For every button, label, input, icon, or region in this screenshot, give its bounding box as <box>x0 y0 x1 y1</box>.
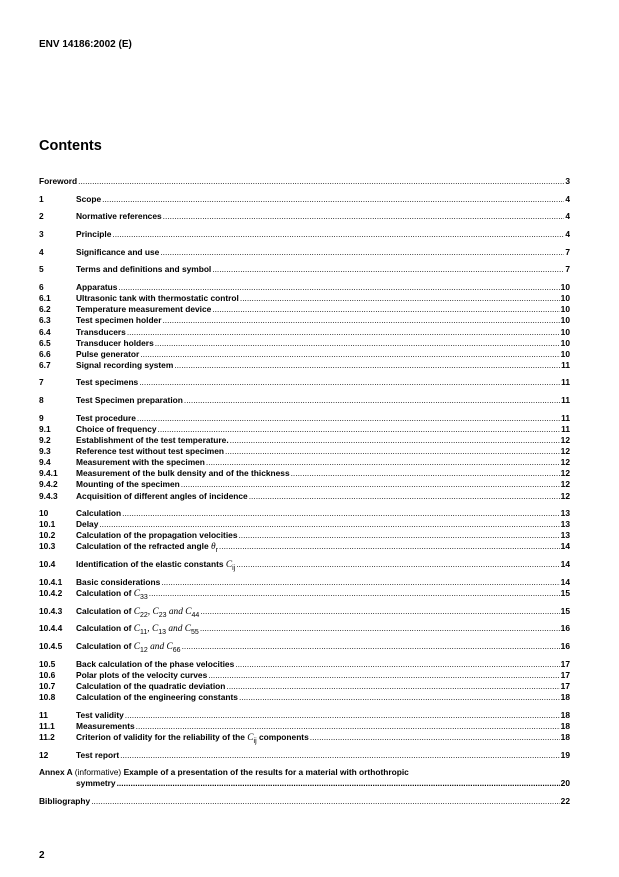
math-symbol: $C_{22}$, $C_{23}$ and $C_{44}$ <box>133 606 200 619</box>
toc-entry-text: Choice of frequency <box>76 423 157 434</box>
toc-entry-number: 9.2 <box>39 435 51 446</box>
toc-spacer <box>39 371 570 378</box>
leader-dots <box>291 468 560 478</box>
leader-dots <box>240 293 560 303</box>
toc-entry-title <box>76 457 205 467</box>
leader-dots <box>137 413 560 423</box>
annex-title: Example of a presentation of the results for a material with orthothropic <box>123 767 409 778</box>
toc-entry-page: 10 <box>560 282 570 293</box>
leader-dots <box>99 519 559 529</box>
toc-entry-title <box>76 327 126 337</box>
toc-entry[interactable] <box>39 468 570 479</box>
toc-entry-title <box>76 692 238 702</box>
toc-entry-text: Significance and use <box>76 246 160 257</box>
toc-entry[interactable] <box>39 606 570 617</box>
toc-entry-number: 4 <box>39 246 44 257</box>
annex-title-continued: symmetry <box>76 778 116 789</box>
toc-entry-text: Acquisition of different angles of incidence <box>76 490 248 501</box>
toc-entry-number: 6.2 <box>39 304 51 315</box>
toc-entry[interactable] <box>39 508 570 519</box>
annex-qualifier: (informative) <box>74 767 122 778</box>
toc-entry-title <box>76 721 135 731</box>
toc-annex-entry[interactable] <box>39 767 570 778</box>
leader-dots <box>139 377 560 387</box>
toc-spacer <box>39 258 570 265</box>
toc-entry[interactable] <box>39 194 570 205</box>
leader-dots <box>235 659 559 669</box>
toc-entry-title <box>76 194 101 204</box>
toc-entry-number: 10.4.3 <box>39 605 63 616</box>
annex-page: 20 <box>560 778 570 789</box>
leader-dots <box>310 732 560 742</box>
toc-entry[interactable] <box>39 338 570 349</box>
toc-entry-title <box>76 468 290 478</box>
toc-entry-page: 14 <box>560 576 570 587</box>
toc-entry-page: 14 <box>560 559 570 570</box>
toc-entry-number: 6.5 <box>39 337 51 348</box>
toc-entry-page: 17 <box>560 658 570 669</box>
leader-dots <box>184 395 560 405</box>
toc-entry-page: 10 <box>560 293 570 304</box>
toc-spacer <box>39 240 570 247</box>
toc-entry-page: 13 <box>560 530 570 541</box>
toc-entry-number: 10.7 <box>39 680 56 691</box>
toc-entry-page: 4 <box>565 193 570 204</box>
toc-entry-page: 4 <box>565 211 570 222</box>
toc-entry-title <box>76 710 124 720</box>
toc-spacer <box>39 703 570 710</box>
toc-entry-text: Measurements <box>76 720 135 731</box>
table-of-contents <box>39 176 570 807</box>
toc-entry-text: Pulse generator <box>76 348 140 359</box>
toc-entry-text: Calculation of the quadratic deviation <box>76 680 226 691</box>
toc-entry-number: 10.2 <box>39 530 56 541</box>
toc-entry[interactable] <box>39 304 570 315</box>
toc-entry-page: 13 <box>560 508 570 519</box>
leader-dots <box>149 588 560 598</box>
leader-dots <box>230 435 560 445</box>
leader-dots <box>127 327 560 337</box>
math-symbol: $C_{11}$, $C_{13}$ and $C_{55}$ <box>133 624 199 637</box>
toc-entry-text: Transducer holders <box>76 337 154 348</box>
toc-entry-page: 10 <box>560 304 570 315</box>
toc-entry-page: 12 <box>560 446 570 457</box>
toc-entry-title <box>76 377 138 387</box>
toc-entry-title <box>76 681 225 691</box>
toc-entry-number: 10.4.4 <box>39 623 63 634</box>
toc-entry[interactable] <box>39 710 570 721</box>
toc-entry[interactable] <box>39 577 570 588</box>
leader-dots <box>238 530 559 540</box>
toc-entry-title <box>76 247 159 257</box>
leader-dots <box>200 623 560 633</box>
toc-entry-text: Terms and definitions and symbol <box>76 264 212 275</box>
toc-entry-title <box>76 282 117 292</box>
toc-entry-text: Criterion of validity for the reliability of the <box>76 731 245 742</box>
toc-entry-number: 10.6 <box>39 669 56 680</box>
toc-entry-page: 11 <box>561 395 570 406</box>
toc-entry-number: 9.3 <box>39 446 51 457</box>
toc-entry-page: 7 <box>565 264 570 275</box>
toc-entry-number: 5 <box>39 264 44 275</box>
toc-entry-text: Polar plots of the velocity curves <box>76 669 208 680</box>
toc-entry[interactable] <box>39 229 570 240</box>
toc-entry[interactable] <box>39 377 570 388</box>
toc-entry-title <box>76 304 211 314</box>
toc-entry-title <box>76 360 173 370</box>
toc-entry-page: 17 <box>560 680 570 691</box>
leader-dots <box>161 577 559 587</box>
toc-entry-page: 11 <box>561 359 570 370</box>
toc-entry-text: Principle <box>76 229 112 240</box>
page-number: 2 <box>39 850 45 861</box>
toc-entry[interactable] <box>39 559 570 573</box>
toc-entry-number: 9.4.1 <box>39 468 58 479</box>
toc-entry-number: 6.7 <box>39 359 51 370</box>
leader-dots <box>225 446 560 456</box>
leader-dots <box>219 541 560 551</box>
toc-entry-title <box>76 641 181 654</box>
leader-dots <box>182 641 560 651</box>
toc-spacer <box>39 276 570 283</box>
leader-dots <box>118 282 559 292</box>
toc-entry-number: 2 <box>39 211 44 222</box>
toc-entry-page: 10 <box>560 348 570 359</box>
leader-dots <box>174 360 560 370</box>
toc-entry-text: Identification of the elastic constants <box>76 559 224 570</box>
toc-entry[interactable] <box>39 588 570 599</box>
toc-entry-title <box>76 349 139 359</box>
toc-entry[interactable] <box>39 479 570 490</box>
toc-bibliography-entry[interactable] <box>39 796 570 807</box>
leader-dots <box>163 211 565 221</box>
toc-entry-text: Foreword <box>39 176 78 186</box>
leader-dots <box>117 778 560 788</box>
toc-entry-number: 10.8 <box>39 691 56 702</box>
toc-entry-text: Calculation of <box>76 605 132 616</box>
toc-entry-title <box>39 176 77 186</box>
toc-entry-text-continued: components <box>258 731 309 742</box>
toc-entry-page: 11 <box>561 377 570 388</box>
toc-entry[interactable] <box>39 247 570 258</box>
toc-entry[interactable] <box>39 413 570 424</box>
toc-entry-title <box>76 519 98 529</box>
toc-entry[interactable] <box>39 293 570 304</box>
toc-entry-page: 10 <box>560 337 570 348</box>
toc-entry[interactable] <box>39 424 570 435</box>
math-symbol: $C_{33}$ <box>133 588 148 601</box>
toc-entry-number: 10.4.5 <box>39 641 63 651</box>
toc-entry-text: Ultrasonic tank with thermostatic control <box>76 293 239 304</box>
toc-entry[interactable] <box>39 457 570 468</box>
toc-entry[interactable] <box>39 750 570 761</box>
toc-entry-page: 10 <box>560 326 570 337</box>
toc-entry-text: Calculation of the refracted angle <box>76 541 209 552</box>
toc-entry-page: 15 <box>560 605 570 616</box>
leader-dots <box>200 606 559 616</box>
toc-entry[interactable] <box>39 721 570 732</box>
leader-dots <box>125 710 560 720</box>
toc-spacer <box>39 789 570 796</box>
toc-entry[interactable] <box>39 623 570 637</box>
annex-label: Annex A <box>39 767 73 778</box>
toc-entry[interactable] <box>39 211 570 222</box>
toc-entry-text: Test procedure <box>76 412 136 423</box>
leader-dots <box>91 796 559 806</box>
toc-entry-title <box>76 670 207 680</box>
toc-entry-text: Normative references <box>76 211 162 222</box>
toc-entry-title <box>76 577 160 587</box>
toc-entry-text: Measurement with the specimen <box>76 457 205 468</box>
toc-entry-page: 18 <box>560 691 570 702</box>
toc-entry[interactable] <box>39 264 570 275</box>
toc-entry-text: Reference test without test specimen <box>76 446 224 457</box>
toc-entry-page: 12 <box>560 490 570 501</box>
toc-entry-number: 9.4.2 <box>39 479 58 490</box>
toc-entry-title <box>76 659 234 669</box>
toc-entry-number: 10.3 <box>39 541 56 552</box>
toc-entry-page: 12 <box>560 479 570 490</box>
toc-entry-number: 9.4.3 <box>39 490 58 501</box>
toc-entry-page: 18 <box>560 731 570 742</box>
leader-dots <box>226 681 559 691</box>
toc-entry-text: Apparatus <box>76 282 118 293</box>
leader-dots <box>120 750 560 760</box>
toc-entry-page: 15 <box>560 587 570 598</box>
toc-entry-page: 12 <box>560 457 570 468</box>
toc-entry-title <box>76 732 309 745</box>
toc-entry[interactable] <box>39 349 570 360</box>
toc-entry-number: 9.4 <box>39 457 51 468</box>
toc-entry-title <box>76 491 248 501</box>
toc-entry-text: Transducers <box>76 326 126 337</box>
toc-entry[interactable] <box>39 446 570 457</box>
toc-entry-text: Mounting of the specimen <box>76 479 180 490</box>
toc-entry-page: 16 <box>560 623 570 634</box>
toc-spacer <box>39 205 570 212</box>
toc-entry-title <box>76 413 136 423</box>
toc-entry-number: 10.1 <box>39 519 56 530</box>
toc-entry-title <box>76 446 224 456</box>
toc-entry-number: 12 <box>39 749 49 760</box>
toc-entry-text: Signal recording system <box>76 359 174 370</box>
leader-dots <box>140 349 559 359</box>
toc-entry-title <box>76 264 211 274</box>
toc-entry[interactable] <box>39 519 570 530</box>
toc-entry-title <box>76 623 199 636</box>
toc-entry-text: Measurement of the bulk density and of the thickness <box>76 468 290 479</box>
document-header: ENV 14186:2002 (E) <box>39 39 132 50</box>
toc-entry-title <box>76 315 161 325</box>
toc-entry-page: 17 <box>560 669 570 680</box>
toc-spacer <box>39 389 570 396</box>
toc-entry-page: 7 <box>565 246 570 257</box>
leader-dots <box>78 176 564 186</box>
toc-entry[interactable] <box>39 541 570 555</box>
leader-dots <box>206 457 560 467</box>
toc-entry-page: 10 <box>560 315 570 326</box>
toc-entry-page: 12 <box>560 435 570 446</box>
leader-dots <box>102 194 564 204</box>
toc-entry[interactable] <box>39 530 570 541</box>
toc-entry[interactable] <box>39 327 570 338</box>
toc-entry-title <box>76 435 229 445</box>
toc-entry-page: 16 <box>560 641 570 651</box>
toc-entry[interactable] <box>39 360 570 371</box>
toc-entry-text: Basic considerations <box>76 576 161 587</box>
toc-entry-number: 11.2 <box>39 731 55 742</box>
toc-entry[interactable] <box>39 176 570 187</box>
leader-dots <box>212 304 559 314</box>
leader-dots <box>122 508 560 518</box>
leader-dots <box>181 479 560 489</box>
toc-entry-page: 12 <box>560 468 570 479</box>
toc-spacer <box>39 761 570 768</box>
math-symbol: $C_{12}$ and $C_{66}$ <box>133 642 181 654</box>
toc-entry[interactable] <box>39 670 570 681</box>
toc-entry-page: 19 <box>560 749 570 760</box>
leader-dots <box>239 692 560 702</box>
toc-entry[interactable] <box>39 659 570 670</box>
toc-entry-text: Test specimens <box>76 377 139 388</box>
toc-entry-text: Establishment of the test temperature. <box>76 435 229 446</box>
toc-entry-number: 9 <box>39 412 44 423</box>
math-symbol: $\theta_r$ <box>210 542 218 555</box>
toc-entry-title <box>76 424 157 434</box>
bibliography-title: Bibliography <box>39 796 91 806</box>
toc-entry-number: 6.1 <box>39 293 51 304</box>
toc-entry[interactable] <box>39 395 570 406</box>
toc-entry-text: Calculation of <box>76 623 132 634</box>
toc-entry-number: 1 <box>39 193 44 204</box>
toc-entry[interactable] <box>39 681 570 692</box>
toc-entry[interactable] <box>39 732 570 743</box>
toc-entry-title <box>76 606 199 619</box>
toc-entry-text: Test validity <box>76 709 124 720</box>
toc-entry-number: 6.6 <box>39 348 51 359</box>
toc-entry-text: Calculation <box>76 508 122 519</box>
toc-entry-title <box>76 229 111 239</box>
toc-entry-page: 18 <box>560 709 570 720</box>
toc-entry-title <box>76 338 154 348</box>
toc-entry-number: 10.4 <box>39 559 56 570</box>
toc-entry-number: 8 <box>39 395 44 406</box>
toc-entry-title <box>76 293 239 303</box>
math-symbol: $C_{ij}$ <box>225 560 236 573</box>
toc-entry-page: 3 <box>565 176 570 186</box>
math-symbol: $C_{ij}$ <box>247 732 257 745</box>
toc-entry-number: 11.1 <box>39 720 55 731</box>
toc-entry-text: Back calculation of the phase velocities <box>76 658 235 669</box>
leader-dots <box>236 559 559 569</box>
toc-entry-text: Temperature measurement device <box>76 304 212 315</box>
leader-dots <box>160 247 564 257</box>
toc-entry-title <box>76 750 119 760</box>
toc-entry-page: 11 <box>561 412 570 423</box>
leader-dots <box>162 315 559 325</box>
toc-entry-page: 4 <box>565 229 570 240</box>
toc-entry-number: 6.3 <box>39 315 51 326</box>
toc-entry-title <box>76 479 180 489</box>
leader-dots <box>112 229 564 239</box>
toc-spacer <box>39 187 570 194</box>
bibliography-page: 22 <box>560 796 570 806</box>
toc-entry-number: 10 <box>39 508 49 519</box>
toc-entry-title <box>76 211 162 221</box>
toc-entry-number: 7 <box>39 377 44 388</box>
toc-entry-page: 18 <box>560 720 570 731</box>
leader-dots <box>136 721 560 731</box>
toc-entry[interactable] <box>39 435 570 446</box>
toc-entry[interactable] <box>39 282 570 293</box>
toc-entry-title <box>76 588 148 601</box>
leader-dots <box>208 670 559 680</box>
toc-entry-number: 10.4.2 <box>39 587 63 598</box>
toc-entry[interactable] <box>39 315 570 326</box>
leader-dots <box>158 424 561 434</box>
toc-entry-number: 3 <box>39 229 44 240</box>
toc-entry-text: Calculation of the engineering constants <box>76 691 238 702</box>
toc-entry-text: Delay <box>76 519 99 530</box>
toc-annex-entry-continued[interactable] <box>39 778 570 789</box>
toc-entry-title <box>76 559 235 572</box>
toc-entry-title <box>76 541 218 554</box>
toc-entry[interactable] <box>39 641 570 652</box>
toc-entry-number: 11 <box>39 709 48 720</box>
toc-entry-number: 6 <box>39 282 44 293</box>
toc-entry-title <box>76 508 121 518</box>
toc-entry-page: 13 <box>560 519 570 530</box>
toc-entry-number: 9.1 <box>39 423 51 434</box>
toc-entry-title <box>76 530 237 540</box>
toc-entry-number: 6.4 <box>39 326 51 337</box>
leader-dots <box>249 491 560 501</box>
contents-title: Contents <box>39 138 102 154</box>
toc-entry-page: 14 <box>560 541 570 552</box>
toc-entry-text: Calculation of <box>76 641 132 651</box>
toc-entry-number: 10.4.1 <box>39 576 63 587</box>
toc-entry-text: Scope <box>76 193 102 204</box>
toc-entry-text: Calculation of the propagation velocities <box>76 530 238 541</box>
toc-entry-number: 10.5 <box>39 658 56 669</box>
leader-dots <box>155 338 560 348</box>
toc-entry-text: Calculation of <box>76 587 132 598</box>
toc-entry[interactable] <box>39 491 570 502</box>
leader-dots <box>212 264 564 274</box>
toc-entry[interactable] <box>39 692 570 703</box>
toc-spacer <box>39 502 570 509</box>
toc-entry-page: 11 <box>561 423 570 434</box>
toc-entry-text: Test specimen holder <box>76 315 162 326</box>
toc-entry-title <box>76 395 183 405</box>
toc-spacer <box>39 406 570 413</box>
toc-spacer <box>39 222 570 229</box>
toc-entry-text: Test Specimen preparation <box>76 395 183 406</box>
toc-entry-text: Test report <box>76 749 120 760</box>
